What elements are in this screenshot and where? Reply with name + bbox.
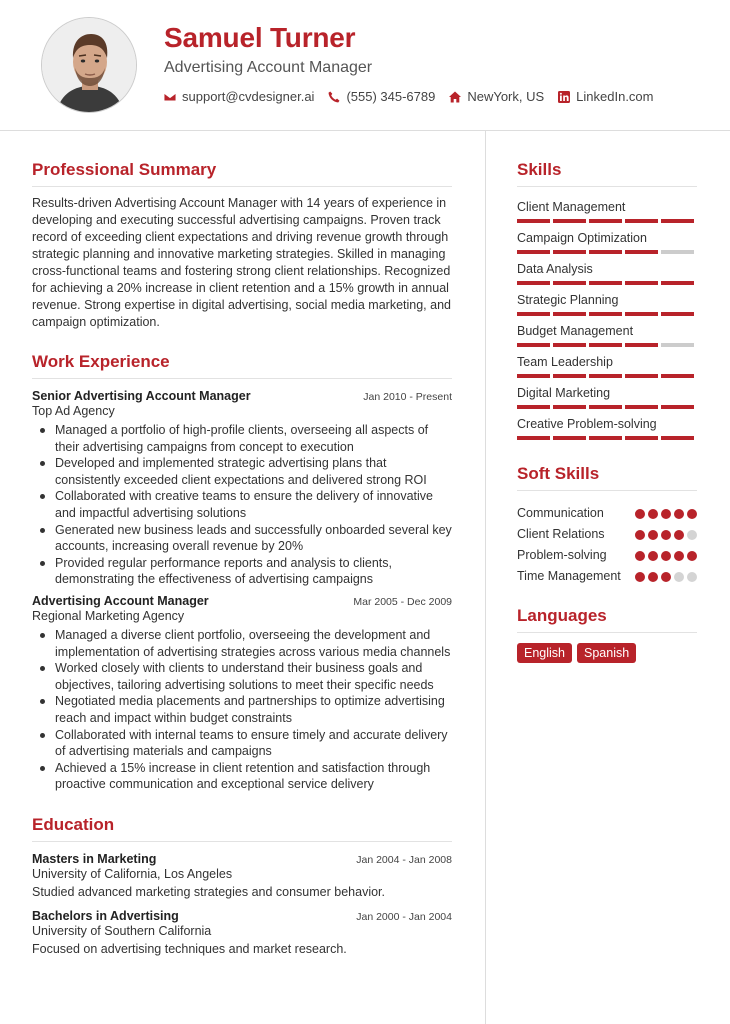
education-dates: Jan 2004 - Jan 2008: [356, 853, 452, 866]
experience-section: [32, 352, 452, 793]
job-entry: [32, 389, 452, 588]
skill-level-segment: [661, 374, 694, 378]
education-dates: Jan 2000 - Jan 2004: [356, 910, 452, 923]
rating-dot: [674, 551, 684, 561]
language-badge: Spanish: [577, 643, 636, 663]
profile-photo: [42, 18, 137, 113]
skill-level-segment: [625, 219, 658, 223]
skill-level-segment: [625, 374, 658, 378]
candidate-name: Samuel Turner: [164, 22, 356, 53]
skill-level-bar: [517, 374, 697, 378]
skill-level-segment: [553, 374, 586, 378]
soft-skill-item: [517, 568, 697, 584]
soft-skill-name: Client Relations: [517, 527, 605, 541]
skill-level-segment: [553, 436, 586, 440]
experience-title: Work Experience: [32, 352, 452, 379]
contact-location: [449, 89, 544, 104]
skill-item: [517, 292, 697, 316]
skill-level-segment: [517, 374, 550, 378]
skill-name: Budget Management: [517, 324, 634, 338]
skill-level-segment: [661, 436, 694, 440]
job-bullet: Achieved a 15% increase in client retention and satisfaction through proactive communication and exceptional service delivery: [32, 760, 452, 793]
resume-header: [0, 0, 730, 131]
skill-level-segment: [625, 405, 658, 409]
job-bullets: [32, 422, 452, 588]
skill-level-segment: [517, 281, 550, 285]
envelope-icon: [164, 91, 176, 103]
summary-title: Professional Summary: [32, 160, 452, 187]
summary-section: [32, 160, 452, 331]
skill-level-bar: [517, 219, 697, 223]
skill-level-segment: [589, 312, 622, 316]
job-bullet: Provided regular performance reports and analysis to clients, demonstrating the effectiveness of advertising campaigns: [32, 555, 452, 588]
skill-name: Team Leadership: [517, 355, 613, 369]
education-entry: [32, 852, 452, 899]
skill-level-segment: [553, 281, 586, 285]
education-school: University of California, Los Angeles: [32, 866, 233, 881]
skill-level-segment: [553, 405, 586, 409]
job-entry: [32, 594, 452, 793]
skill-level-segment: [589, 405, 622, 409]
education-description: Studied advanced marketing strategies and consumer behavior.: [32, 884, 385, 899]
language-badge: English: [517, 643, 572, 663]
job-bullet: Managed a diverse client portfolio, overseeing the development and implementation of advertising strategies across various media channels: [32, 627, 452, 660]
soft-skill-rating: [635, 530, 697, 540]
soft-skill-name: Communication: [517, 506, 604, 520]
job-bullet: Collaborated with creative teams to ensure the delivery of innovative and impactful advertising solutions: [32, 488, 452, 521]
education-section: [32, 815, 452, 956]
rating-dot: [687, 530, 697, 540]
soft-skills-list: [517, 505, 697, 584]
education-school: University of Southern California: [32, 923, 212, 938]
job-dates: Mar 2005 - Dec 2009: [353, 595, 452, 608]
skill-name: Creative Problem-solving: [517, 417, 657, 431]
skill-level-segment: [625, 436, 658, 440]
main-column: [32, 160, 452, 956]
skill-level-segment: [517, 250, 550, 254]
job-bullet: Negotiated media placements and partnerships to optimize advertising reach and impact within budget constraints: [32, 693, 452, 726]
skill-name: Campaign Optimization: [517, 231, 647, 245]
skill-name: Client Management: [517, 200, 626, 214]
job-bullet: Generated new business leads and successfully onboarded several key accounts, increasing overall revenue by 20%: [32, 522, 452, 555]
phone-icon: [328, 91, 340, 103]
soft-skill-rating: [635, 509, 697, 519]
rating-dot: [648, 572, 658, 582]
languages-section: [517, 606, 697, 663]
skill-item: [517, 323, 697, 347]
skill-level-segment: [589, 219, 622, 223]
rating-dot: [648, 509, 658, 519]
job-role: Senior Advertising Account Manager: [32, 389, 251, 403]
skill-level-segment: [553, 343, 586, 347]
summary-text: Results-driven Advertising Account Manager with 14 years of experience in developing and executing successful advertising campaigns. Proven track record of exceeding client expectations and driving revenue growth through strategic planning and innovative marketing strategies. Skilled in managing cross-functional teams and fostering strong client relationships. Recognized for achieving a 20% increase in client retention and a 15% growth in annual revenue. Strong expertise in digital advertising, social media marketing, and campaign optimization.: [32, 196, 451, 329]
skill-item: [517, 230, 697, 254]
job-bullet: Worked closely with clients to understand their business goals and objectives, tailoring advertising solutions to meet their specific needs: [32, 660, 452, 693]
education-degree: Bachelors in Advertising: [32, 908, 179, 923]
phone-text: (555) 345-6789: [346, 89, 436, 104]
job-bullet: Managed a portfolio of high-profile clients, overseeing all aspects of their advertising campaigns from concept to execution: [32, 422, 452, 455]
skill-name: Data Analysis: [517, 262, 593, 276]
soft-skill-name: Time Management: [517, 569, 621, 583]
soft-skills-section: [517, 464, 697, 584]
skill-level-segment: [589, 436, 622, 440]
rating-dot: [635, 530, 645, 540]
skill-level-segment: [517, 219, 550, 223]
home-icon: [449, 91, 461, 103]
skill-level-segment: [553, 250, 586, 254]
soft-skill-item: [517, 547, 697, 563]
job-dates: Jan 2010 - Present: [363, 391, 452, 403]
skill-level-segment: [517, 405, 550, 409]
skill-level-segment: [625, 343, 658, 347]
skill-level-segment: [517, 436, 550, 440]
skill-level-segment: [517, 343, 550, 347]
rating-dot: [687, 509, 697, 519]
rating-dot: [661, 551, 671, 561]
rating-dot: [648, 551, 658, 561]
rating-dot: [661, 572, 671, 582]
soft-skill-item: [517, 526, 697, 542]
job-bullets: [32, 627, 452, 793]
rating-dot: [687, 551, 697, 561]
education-description: Focused on advertising techniques and market research.: [32, 941, 347, 956]
rating-dot: [674, 572, 684, 582]
skill-level-bar: [517, 312, 697, 316]
skill-item: [517, 385, 697, 409]
skills-list: [517, 199, 697, 440]
skill-level-segment: [661, 343, 694, 347]
skill-level-bar: [517, 281, 697, 285]
skill-level-segment: [553, 219, 586, 223]
skill-level-segment: [661, 405, 694, 409]
soft-skills-title: Soft Skills: [517, 464, 697, 491]
soft-skill-rating: [635, 551, 697, 561]
soft-skill-rating: [635, 572, 697, 582]
email-text: support@cvdesigner.ai: [182, 89, 315, 104]
contact-linkedin[interactable]: [558, 89, 653, 104]
sidebar-column: [517, 160, 697, 663]
skill-level-segment: [661, 312, 694, 316]
languages-title: Languages: [517, 606, 697, 633]
skill-level-bar: [517, 436, 697, 440]
location-text: NewYork, US: [467, 89, 545, 104]
job-role: Advertising Account Manager: [32, 593, 209, 608]
contact-bar: [164, 89, 668, 104]
job-company: Regional Marketing Agency: [32, 608, 185, 623]
skill-level-segment: [517, 312, 550, 316]
rating-dot: [661, 530, 671, 540]
education-entry: [32, 909, 452, 956]
contact-phone[interactable]: [328, 89, 435, 104]
column-divider: [485, 131, 486, 1024]
linkedin-icon: [558, 91, 570, 103]
rating-dot: [674, 509, 684, 519]
skill-level-segment: [625, 250, 658, 254]
skill-level-segment: [589, 250, 622, 254]
skill-level-segment: [625, 281, 658, 285]
job-bullet: Developed and implemented strategic advertising plans that consistently exceeded client expectations and delivered strong ROI: [32, 455, 452, 488]
rating-dot: [674, 530, 684, 540]
skill-item: [517, 261, 697, 285]
contact-email[interactable]: [164, 89, 314, 104]
languages-list: [517, 643, 697, 663]
skill-level-bar: [517, 250, 697, 254]
rating-dot: [635, 572, 645, 582]
rating-dot: [648, 530, 658, 540]
skill-level-segment: [589, 374, 622, 378]
skills-section: [517, 160, 697, 440]
skill-item: [517, 199, 697, 223]
linkedin-text: LinkedIn.com: [576, 89, 654, 104]
rating-dot: [635, 509, 645, 519]
rating-dot: [687, 572, 697, 582]
skill-item: [517, 416, 697, 440]
skill-level-bar: [517, 405, 697, 409]
skill-level-segment: [625, 312, 658, 316]
education-title: Education: [32, 815, 452, 842]
rating-dot: [635, 551, 645, 561]
skills-title: Skills: [517, 160, 697, 187]
soft-skill-name: Problem-solving: [517, 548, 607, 562]
job-bullet: Collaborated with internal teams to ensure timely and accurate delivery of advertising materials and campaigns: [32, 727, 452, 760]
skill-name: Strategic Planning: [517, 293, 619, 307]
soft-skill-item: [517, 505, 697, 521]
skill-name: Digital Marketing: [517, 386, 611, 400]
education-degree: Masters in Marketing: [32, 851, 157, 866]
avatar: [41, 17, 137, 113]
skill-level-segment: [661, 281, 694, 285]
job-company: Top Ad Agency: [32, 404, 115, 418]
skill-item: [517, 354, 697, 378]
skill-level-segment: [661, 250, 694, 254]
candidate-title: Advertising Account Manager: [164, 59, 373, 76]
skill-level-bar: [517, 343, 697, 347]
skill-level-segment: [589, 281, 622, 285]
skill-level-segment: [553, 312, 586, 316]
rating-dot: [661, 509, 671, 519]
skill-level-segment: [589, 343, 622, 347]
skill-level-segment: [661, 219, 694, 223]
